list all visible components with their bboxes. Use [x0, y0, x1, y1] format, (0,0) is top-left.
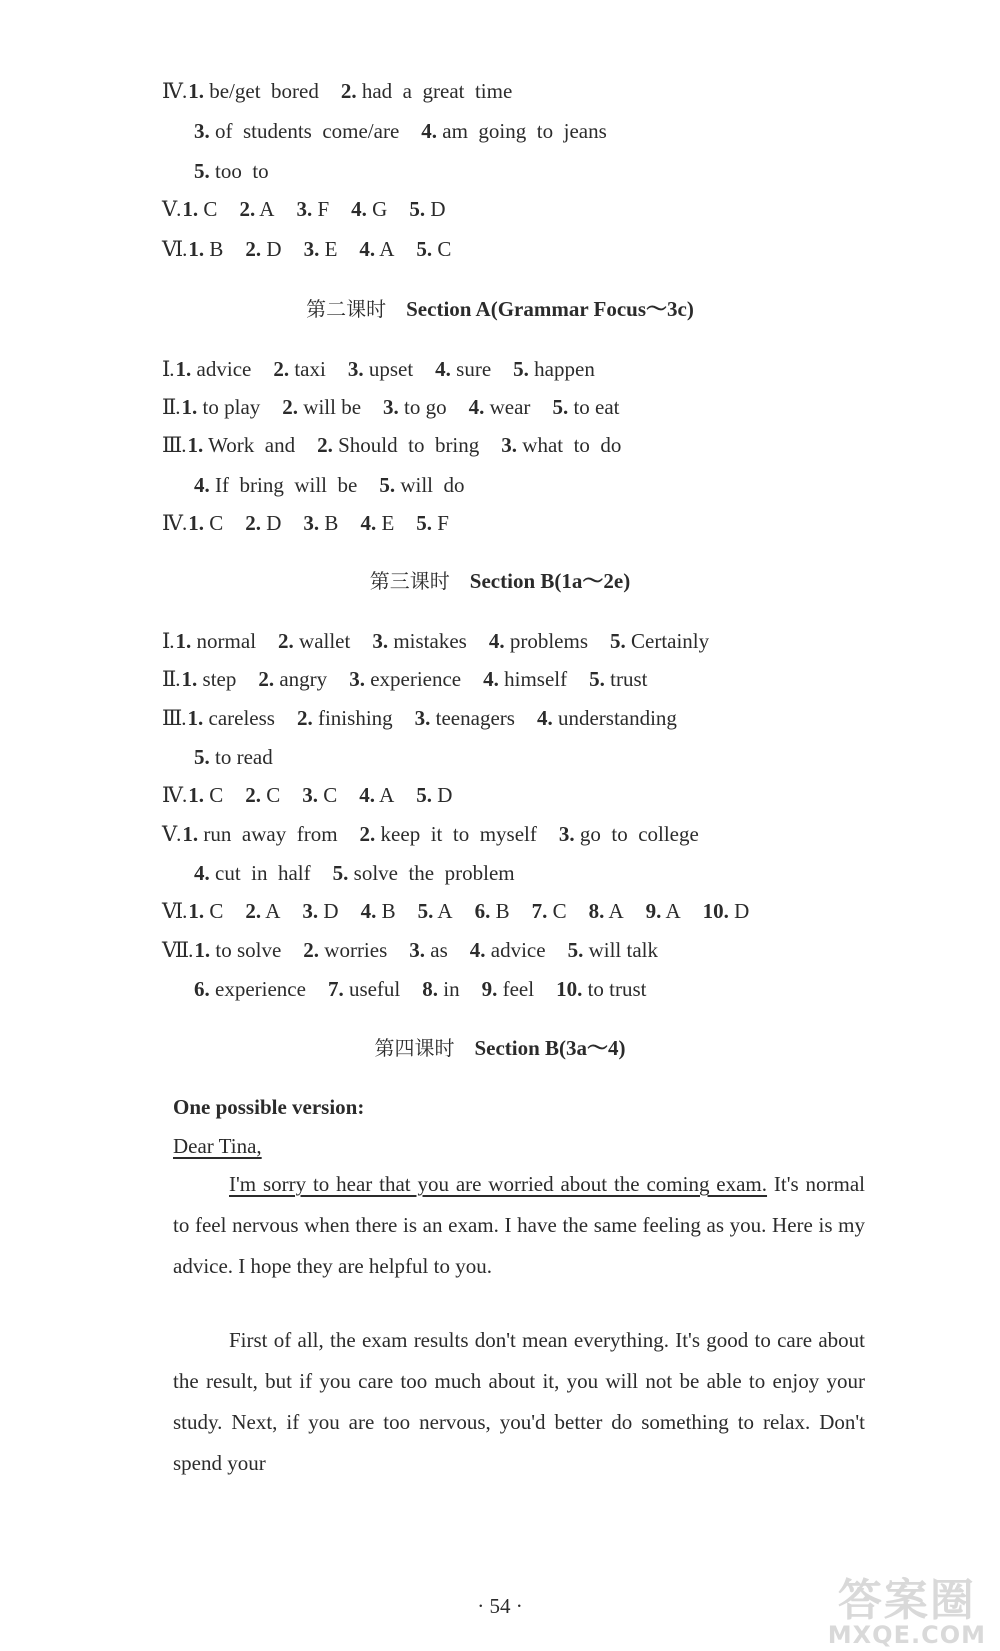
answer-text: Work and	[203, 433, 296, 457]
answer-text: A	[661, 899, 681, 923]
answer-number: 7.	[531, 899, 548, 923]
answer-text: C	[261, 783, 281, 807]
answer-number: 4.	[359, 783, 376, 807]
section2-title	[0, 296, 1000, 322]
answer-number: 2.	[273, 357, 290, 381]
answer-item	[469, 394, 531, 420]
answer-text: wallet	[293, 629, 351, 653]
answer-item	[296, 196, 329, 222]
answer-item	[297, 705, 393, 731]
answer-number: 1.	[182, 822, 199, 846]
answer-item	[182, 196, 217, 222]
answer-item	[341, 78, 512, 104]
answer-text: normal	[191, 629, 257, 653]
answer-text: D	[728, 899, 750, 923]
answer-item	[482, 976, 534, 1002]
answer-text: F	[432, 511, 449, 535]
answer-text: C	[432, 237, 452, 261]
answer-text: to solve	[210, 938, 282, 962]
answer-item	[537, 705, 677, 731]
answer-item	[501, 432, 621, 458]
answer-item	[568, 937, 658, 963]
answer-item	[302, 782, 337, 808]
answer-text: C	[318, 783, 338, 807]
answer-item	[188, 705, 275, 731]
answer-text: to eat	[568, 395, 620, 419]
answer-number: 3.	[347, 357, 364, 381]
answer-number: 2.	[258, 667, 275, 691]
answer-number: 2.	[245, 511, 261, 535]
answer-item	[589, 898, 624, 924]
answer-text: B	[204, 237, 224, 261]
answer-text: step	[197, 667, 237, 691]
section3-title-en: Section B(1a～2e)	[469, 569, 631, 593]
answer-number: 1.	[181, 667, 198, 691]
answer-number: 3.	[372, 629, 389, 653]
answer-number: 1.	[187, 706, 204, 730]
answer-item	[194, 744, 273, 770]
answer-item	[383, 394, 447, 420]
answer-text: A	[255, 197, 275, 221]
answer-item	[556, 976, 646, 1002]
section4-title	[0, 1035, 1000, 1061]
answer-number: 5.	[552, 395, 569, 419]
answer-text: teenagers	[430, 706, 515, 730]
answer-number: 7.	[327, 977, 344, 1001]
answer-item	[559, 821, 699, 847]
answer-text: F	[312, 197, 330, 221]
p1-underlined: I'm sorry to hear that you are worried about the coming exam.	[229, 1172, 768, 1196]
answer-item	[182, 666, 237, 692]
answer-text: will do	[395, 473, 465, 497]
answer-item	[348, 356, 413, 382]
answer-number: 4.	[360, 899, 377, 923]
answer-item	[188, 898, 223, 924]
answer-number: 2.	[245, 783, 261, 807]
answer-item	[589, 666, 647, 692]
answer-number: 5.	[416, 511, 433, 535]
s1-row-3	[162, 196, 467, 222]
roman-numeral: Ⅵ.	[162, 899, 187, 923]
answer-text: G	[366, 197, 388, 221]
s2-row-4	[162, 510, 471, 536]
answer-item	[416, 510, 449, 536]
answer-number: 4.	[194, 473, 210, 497]
s3-row-9	[194, 976, 669, 1002]
answer-item	[188, 510, 223, 536]
answer-item	[379, 472, 464, 498]
letter-greeting	[173, 1126, 865, 1167]
answer-number: 1.	[188, 79, 204, 103]
answer-item	[475, 898, 510, 924]
answer-number: 4.	[469, 938, 486, 962]
answer-item	[351, 196, 387, 222]
answer-item	[532, 898, 567, 924]
answer-item	[239, 196, 274, 222]
answer-item	[349, 666, 461, 692]
answer-number: 3.	[414, 706, 431, 730]
answer-text: mistakes	[388, 629, 467, 653]
s3-row-7	[162, 898, 771, 924]
answer-item	[194, 860, 311, 886]
answer-number: 5.	[567, 938, 584, 962]
section4-title-en: Section B(3a～4)	[474, 1036, 626, 1060]
answer-text: advice	[191, 357, 252, 381]
answer-text: B	[376, 899, 396, 923]
roman-numeral: Ⅲ.	[162, 706, 186, 730]
answer-item	[489, 628, 588, 654]
answer-text: finishing	[312, 706, 393, 730]
answer-item	[360, 821, 537, 847]
s2-row-1	[162, 394, 642, 420]
answer-text: too to	[209, 159, 269, 183]
answer-item	[278, 628, 350, 654]
answer-text: experience	[209, 977, 306, 1001]
answer-item	[245, 782, 280, 808]
answer-text: run away from	[198, 822, 338, 846]
answer-number: 1.	[188, 237, 205, 261]
s2-row-2	[162, 432, 643, 458]
s1-row-0	[162, 78, 534, 104]
answer-item	[245, 510, 281, 536]
answer-item	[188, 236, 223, 262]
letter-paragraph-2	[173, 1320, 865, 1484]
watermark-top: 答案圈	[837, 1575, 976, 1626]
letter-paragraph-1	[173, 1164, 865, 1287]
answer-number: 5.	[417, 899, 434, 923]
answer-number: 3.	[302, 783, 319, 807]
roman-numeral: Ⅲ.	[162, 433, 186, 457]
answer-item	[610, 628, 709, 654]
answer-text: wear	[484, 395, 531, 419]
answer-item	[435, 356, 491, 382]
answer-item	[333, 860, 515, 886]
answer-item	[409, 196, 445, 222]
answer-number: 1.	[175, 357, 192, 381]
answer-number: 3.	[501, 433, 518, 457]
answer-text: C	[203, 511, 224, 535]
answer-item	[552, 394, 619, 420]
answer-number: 10.	[702, 899, 729, 923]
answer-item	[245, 898, 280, 924]
roman-numeral: Ⅳ.	[162, 79, 187, 103]
answer-number: 1.	[182, 197, 199, 221]
answer-text: am going to jeans	[437, 119, 607, 143]
answer-number: 2.	[317, 433, 333, 457]
answer-item	[182, 821, 337, 847]
section3-title-cn: 第三课时	[369, 569, 450, 593]
answer-item	[361, 898, 396, 924]
answer-text: D	[261, 237, 282, 261]
s3-row-3	[194, 744, 295, 770]
roman-numeral: Ⅶ.	[162, 938, 193, 962]
section4-title-cn: 第四课时	[374, 1036, 455, 1060]
answer-number: 1.	[194, 938, 211, 962]
answer-number: 5.	[513, 357, 529, 381]
answer-item	[483, 666, 567, 692]
answer-text: problems	[504, 629, 588, 653]
roman-numeral: Ⅰ.	[162, 357, 174, 381]
answer-number: 8.	[422, 977, 439, 1001]
answer-number: 3.	[558, 822, 575, 846]
answer-text: understanding	[552, 706, 677, 730]
p1-rest: It's normal to feel nervous when there is an exam. I have the same feeling as you. Here is my advice. I hope they are helpful to you.	[173, 1172, 865, 1278]
answer-text: to play	[197, 395, 261, 419]
answer-number: 5.	[194, 745, 210, 769]
s3-row-5	[162, 821, 721, 847]
roman-numeral: Ⅵ.	[162, 237, 187, 261]
answer-number: 2.	[245, 899, 262, 923]
answer-text: If bring will be	[209, 473, 358, 497]
answer-number: 5.	[416, 237, 433, 261]
answer-text: to trust	[582, 977, 647, 1001]
answer-text: C	[198, 197, 218, 221]
answer-number: 5.	[610, 629, 626, 653]
answer-number: 4.	[488, 629, 505, 653]
answer-number: 4.	[483, 667, 499, 691]
answer-item	[422, 976, 459, 1002]
answer-text: B	[490, 899, 510, 923]
answer-number: 10.	[556, 977, 583, 1001]
answer-text: A	[375, 783, 395, 807]
answer-item	[703, 898, 750, 924]
answer-number: 1.	[175, 629, 192, 653]
answer-item	[360, 510, 394, 536]
watermark-logo	[827, 1575, 986, 1649]
answer-item	[421, 118, 606, 144]
answer-text: C	[547, 899, 567, 923]
answer-text: to go	[398, 395, 447, 419]
answer-text: as	[425, 938, 448, 962]
answer-item	[194, 937, 281, 963]
s1-row-4	[162, 236, 473, 262]
answer-number: 2.	[278, 629, 294, 653]
answer-number: 5.	[589, 667, 605, 691]
answer-text: useful	[343, 977, 401, 1001]
answer-item	[303, 510, 338, 536]
answer-item	[418, 898, 453, 924]
answer-text: D	[318, 899, 339, 923]
answer-number: 3.	[296, 197, 313, 221]
answer-text: trust	[604, 667, 648, 691]
answer-text: taxi	[289, 357, 326, 381]
answer-text: will talk	[583, 938, 658, 962]
s3-row-6	[194, 860, 537, 886]
answer-text: will be	[298, 395, 362, 419]
s3-row-1	[162, 666, 669, 692]
answer-text: be/get bored	[203, 79, 319, 103]
answer-text: what to do	[517, 433, 622, 457]
roman-numeral: Ⅳ.	[162, 783, 187, 807]
answer-text: experience	[364, 667, 462, 691]
s1-row-1	[194, 118, 629, 144]
answer-item	[188, 432, 296, 458]
answer-text: happen	[528, 357, 595, 381]
answer-number: 3.	[409, 938, 426, 962]
roman-numeral: Ⅱ.	[162, 667, 180, 691]
answer-item	[416, 782, 452, 808]
answer-number: 1.	[181, 395, 198, 419]
answer-number: 6.	[194, 977, 210, 1001]
p2-text: First of all, the exam results don't mean everything. It's good to care about the result, but if you care too much about it, you will not be able to enjoy your study. Next, if you are too nervous, you'd better do something to relax. Don't spend your	[173, 1328, 865, 1475]
roman-numeral: Ⅰ.	[162, 629, 174, 653]
version-label: One possible version:	[173, 1095, 365, 1119]
answer-number: 4.	[421, 119, 438, 143]
answer-number: 3.	[303, 237, 320, 261]
s1-row-2	[194, 158, 291, 184]
answer-number: 5.	[416, 783, 433, 807]
page-number: · 54 ·	[477, 1594, 523, 1618]
answer-text: Certainly	[625, 629, 710, 653]
section2-title-en: Section A(Grammar Focus～3c)	[406, 297, 694, 321]
answer-item	[303, 937, 387, 963]
answer-number: 3.	[194, 119, 210, 143]
watermark-bottom: MXQE.COM	[827, 1621, 986, 1649]
answer-text: Should to bring	[332, 433, 480, 457]
roman-numeral: Ⅴ.	[162, 822, 181, 846]
answer-number: 2.	[303, 938, 320, 962]
answer-text: cut in half	[209, 861, 311, 885]
answer-item	[302, 898, 338, 924]
answer-text: C	[203, 783, 224, 807]
answer-text: solve the problem	[348, 861, 515, 885]
answer-item	[194, 118, 399, 144]
answer-text: E	[376, 511, 395, 535]
answer-text: D	[432, 783, 453, 807]
answer-text: B	[319, 511, 339, 535]
answer-number: 5.	[194, 159, 210, 183]
answer-text: in	[438, 977, 460, 1001]
answer-number: 4.	[194, 861, 210, 885]
answer-item	[415, 705, 515, 731]
answer-item	[194, 158, 269, 184]
answer-item	[328, 976, 400, 1002]
answer-text: to read	[209, 745, 273, 769]
answer-item	[409, 937, 448, 963]
answer-number: 6.	[474, 899, 491, 923]
answer-number: 4.	[536, 706, 553, 730]
answer-item	[245, 236, 281, 262]
answer-number: 1.	[187, 433, 204, 457]
answer-item	[176, 628, 256, 654]
answer-text: A	[261, 899, 281, 923]
answer-text: angry	[274, 667, 328, 691]
answer-text: had a great time	[356, 79, 513, 103]
answer-number: 3.	[303, 511, 320, 535]
answer-text: careless	[203, 706, 275, 730]
answer-item	[372, 628, 467, 654]
answer-item	[194, 976, 306, 1002]
greeting-text: Dear Tina,	[173, 1134, 262, 1158]
answer-item	[188, 782, 223, 808]
answer-text: himself	[498, 667, 568, 691]
answer-text: keep it to myself	[375, 822, 537, 846]
answer-item	[359, 236, 394, 262]
s3-row-8	[162, 937, 680, 963]
answer-number: 4.	[468, 395, 485, 419]
roman-numeral: Ⅴ.	[162, 197, 181, 221]
s3-row-2	[162, 705, 699, 731]
answer-number: 4.	[360, 511, 377, 535]
answer-number: 3.	[383, 395, 399, 419]
answer-item	[359, 782, 394, 808]
answer-item	[513, 356, 595, 382]
section2-title-cn: 第二课时	[306, 297, 387, 321]
s2-row-0	[162, 356, 617, 382]
answer-text: D	[261, 511, 282, 535]
answer-text: of students come/are	[209, 119, 400, 143]
answer-item	[176, 356, 252, 382]
answer-number: 5.	[332, 861, 349, 885]
answer-number: 4.	[435, 357, 451, 381]
answer-number: 2.	[239, 197, 256, 221]
answer-text: A	[604, 899, 624, 923]
answer-number: 4.	[359, 237, 376, 261]
answer-number: 5.	[379, 473, 396, 497]
answer-item	[182, 394, 261, 420]
answer-text: E	[319, 237, 338, 261]
answer-item	[646, 898, 681, 924]
answer-number: 2.	[245, 237, 262, 261]
answer-text: D	[425, 197, 446, 221]
roman-numeral: Ⅱ.	[162, 395, 180, 419]
s3-row-0	[162, 628, 731, 654]
answer-number: 2.	[282, 395, 299, 419]
answer-number: 5.	[409, 197, 426, 221]
answer-text: sure	[450, 357, 492, 381]
answer-item	[470, 937, 546, 963]
s3-row-4	[162, 782, 474, 808]
answer-number: 2.	[296, 706, 313, 730]
roman-numeral: Ⅳ.	[162, 511, 187, 535]
answer-text: upset	[363, 357, 414, 381]
answer-text: go to college	[574, 822, 699, 846]
answer-item	[282, 394, 361, 420]
answer-number: 2.	[359, 822, 376, 846]
answer-number: 2.	[340, 79, 357, 103]
answer-text: worries	[319, 938, 388, 962]
s2-row-3	[194, 472, 486, 498]
answer-number: 1.	[188, 511, 204, 535]
answer-number: 8.	[588, 899, 605, 923]
answer-number: 9.	[481, 977, 498, 1001]
answer-item	[188, 78, 319, 104]
answer-item	[194, 472, 357, 498]
answer-number: 9.	[645, 899, 662, 923]
answer-number: 3.	[302, 899, 319, 923]
section3-title	[0, 568, 1000, 594]
answer-number: 1.	[188, 783, 204, 807]
answer-item	[304, 236, 338, 262]
answer-number: 3.	[349, 667, 365, 691]
answer-item	[258, 666, 327, 692]
answer-text: A	[375, 237, 395, 261]
answer-item	[416, 236, 451, 262]
answer-number: 1.	[188, 899, 205, 923]
answer-text: feel	[497, 977, 535, 1001]
answer-text: advice	[485, 938, 546, 962]
answer-item	[317, 432, 479, 458]
answer-item	[273, 356, 326, 382]
answer-text: C	[204, 899, 224, 923]
answer-text: A	[433, 899, 453, 923]
answer-number: 4.	[351, 197, 367, 221]
